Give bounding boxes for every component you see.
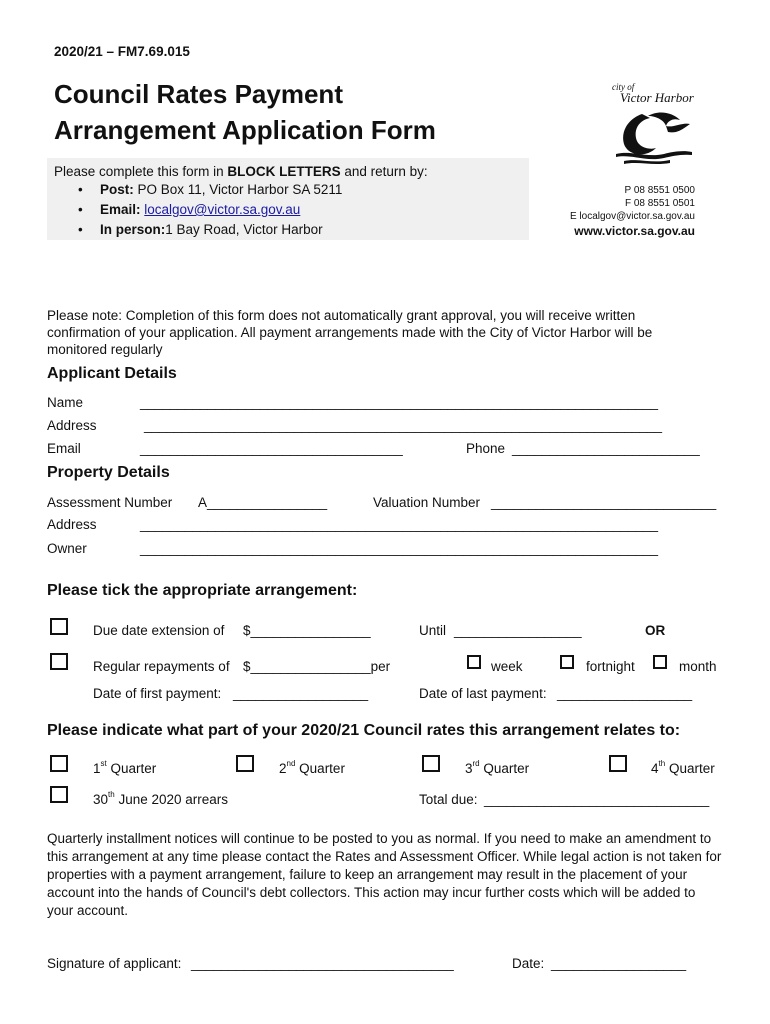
in-person-label: In person: <box>100 222 166 237</box>
last-payment-label: Date of last payment: <box>419 686 547 701</box>
due-date-extension-checkbox[interactable] <box>50 618 68 635</box>
quarter-3-checkbox[interactable] <box>422 755 440 772</box>
logo-text-large: Victor Harbor <box>620 90 694 105</box>
applicant-name-label: Name <box>47 395 84 410</box>
bullet-post: • Post: PO Box 11, Victor Harbor SA 5211 <box>78 182 343 197</box>
quarter-1-checkbox[interactable] <box>50 755 68 772</box>
total-due-field[interactable]: ______________________________ <box>484 792 710 807</box>
quarter-3-label: 3rd Quarter <box>465 759 530 776</box>
week-checkbox[interactable] <box>467 655 481 669</box>
regular-repayments-checkbox[interactable] <box>50 653 68 670</box>
applicant-address-label: Address <box>47 418 97 433</box>
month-checkbox[interactable] <box>653 655 667 669</box>
month-label: month <box>679 659 717 674</box>
bullet-email: • Email: localgov@victor.sa.gov.au <box>78 202 301 217</box>
contact-fax: F 08 8551 0501 <box>624 198 695 209</box>
intro-text <box>54 164 428 179</box>
email-label: Email: <box>100 202 141 217</box>
quarter-4-checkbox[interactable] <box>609 755 627 772</box>
regular-repayments-label: Regular repayments of <box>93 659 230 674</box>
contact-phone: P 08 8551 0500 <box>624 185 695 196</box>
until-date-field[interactable]: _________________ <box>454 623 582 638</box>
due-date-extension-label: Due date extension of <box>93 623 225 638</box>
email-link[interactable]: localgov@victor.sa.gov.au <box>144 202 301 217</box>
applicant-name-field[interactable]: _____________________________________________________________________ <box>140 395 659 410</box>
quarter-2-label: 2nd Quarter <box>279 759 345 776</box>
total-due-label: Total due: <box>419 792 478 807</box>
applicant-details-heading: Applicant Details <box>47 365 177 382</box>
title-line-1: Council Rates Payment <box>54 79 343 109</box>
applicant-phone-field[interactable]: _________________________ <box>512 441 700 456</box>
quarter-1-label: 1st Quarter <box>93 759 157 776</box>
last-payment-field[interactable]: __________________ <box>557 686 693 701</box>
owner-field[interactable]: _____________________________________________________________________ <box>140 541 659 556</box>
whale-tail-icon <box>612 108 696 166</box>
contact-website: www.victor.sa.gov.au <box>574 224 695 238</box>
signature-date-label: Date: <box>512 956 545 971</box>
signature-date-field[interactable]: __________________ <box>551 956 687 971</box>
installment-notice: Quarterly installment notices will continue to be posted to you as normal. If you need to make an amendment to this arrangement at any time please contact the Rates and Assessment Officer. While legal action is not taken for properties with a payment arrangement, failure to keep an arrangement may result in the placement of your account into the hands of Council's debt collectors. This action may incur further costs which will be added to your account. <box>47 831 722 918</box>
bullet-in-person: • In person:1 Bay Road, Victor Harbor <box>78 222 323 237</box>
fortnight-checkbox[interactable] <box>560 655 574 669</box>
arrears-label: 30th June 2020 arrears <box>93 790 229 807</box>
assessment-number-field[interactable]: A________________ <box>198 495 328 510</box>
first-payment-label: Date of first payment: <box>93 686 222 701</box>
logo-text-small: city of <box>612 82 635 92</box>
week-label: week <box>491 659 523 674</box>
or-label: OR <box>645 623 666 638</box>
applicant-phone-label: Phone <box>466 441 506 456</box>
property-details-heading: Property Details <box>47 464 170 481</box>
title-line-2: Arrangement Application Form <box>54 115 436 145</box>
arrangement-heading: Please tick the appropriate arrangement: <box>47 582 358 599</box>
quarters-heading: Please indicate what part of your 2020/21 Council rates this arrangement relates to: <box>47 722 681 739</box>
quarter-4-label: 4th Quarter <box>651 759 715 776</box>
intro-emphasis: BLOCK LETTERS <box>227 164 341 179</box>
signature-label: Signature of applicant: <box>47 956 182 971</box>
fortnight-label: fortnight <box>586 659 635 674</box>
due-date-amount-field[interactable]: $________________ <box>243 623 371 638</box>
applicant-email-label: Email <box>47 441 81 456</box>
in-person-value: 1 Bay Road, Victor Harbor <box>165 222 323 237</box>
arrears-checkbox[interactable] <box>50 786 68 803</box>
intro-prefix: Please complete this form in <box>54 164 228 179</box>
until-label: Until <box>419 623 447 638</box>
page-title <box>54 76 436 148</box>
assessment-number-label: Assessment Number <box>47 495 173 510</box>
council-logo <box>606 80 702 170</box>
post-value: PO Box 11, Victor Harbor SA 5211 <box>133 182 343 197</box>
quarter-2-checkbox[interactable] <box>236 755 254 772</box>
applicant-address-field[interactable]: _____________________________________________________________________ <box>144 418 663 433</box>
property-address-label: Address <box>47 517 97 532</box>
owner-label: Owner <box>47 541 87 556</box>
property-address-field[interactable]: _____________________________________________________________________ <box>140 517 659 532</box>
valuation-number-field[interactable]: ______________________________ <box>491 495 717 510</box>
first-payment-field[interactable]: __________________ <box>233 686 369 701</box>
document-code: 2020/21 – FM7.69.015 <box>54 44 190 59</box>
approval-note: Please note: Completion of this form does not automatically grant approval, you will receive written confirmation of your application. All payment arrangements made with the City of Victor Harbor will be monitored regularly <box>47 308 653 357</box>
contact-email: E localgov@victor.sa.gov.au <box>569 211 695 222</box>
signature-field[interactable]: ___________________________________ <box>191 956 454 971</box>
post-label: Post: <box>100 182 134 197</box>
applicant-email-field[interactable]: ___________________________________ <box>140 441 403 456</box>
intro-suffix: and return by: <box>340 164 428 179</box>
valuation-number-label: Valuation Number <box>373 495 481 510</box>
regular-amount-field[interactable]: $________________per <box>243 659 391 674</box>
